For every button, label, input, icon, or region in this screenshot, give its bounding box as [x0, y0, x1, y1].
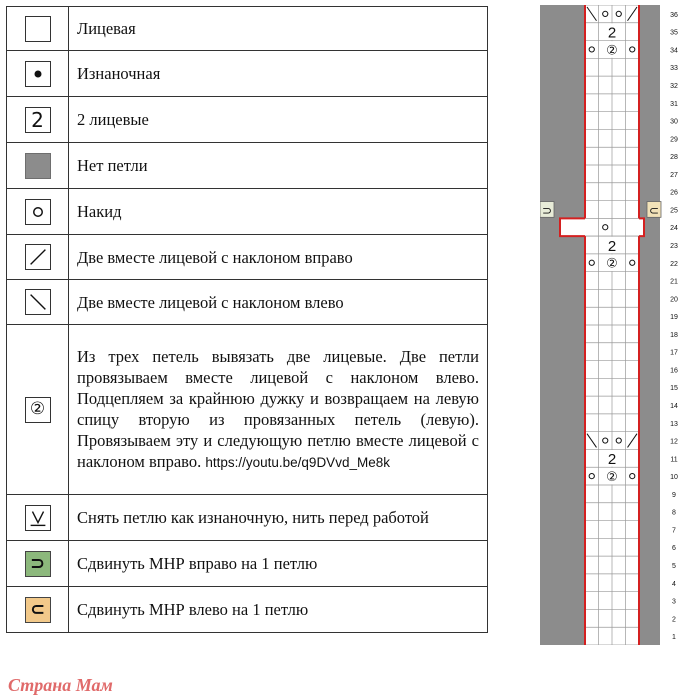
legend-row: [7, 235, 488, 280]
legend-text: 2 лицевые: [77, 110, 149, 129]
legend-row: [7, 325, 488, 495]
row-number: 30: [670, 118, 678, 126]
row-number: 28: [670, 154, 678, 162]
row-number: 21: [670, 278, 678, 286]
legend-row: [7, 541, 488, 587]
legend-row: [7, 97, 488, 143]
row-number: 31: [670, 100, 678, 108]
row-number: 23: [670, 243, 678, 250]
row-number: 7: [672, 527, 676, 535]
row-number: 27: [670, 171, 678, 179]
two-knit-glyph: 2: [607, 451, 617, 469]
row-number: 5: [672, 563, 676, 570]
legend-text: Нет петли: [77, 156, 148, 175]
legend-row: [7, 51, 488, 97]
row-number: 26: [670, 189, 678, 197]
digit2-icon: 2: [25, 107, 51, 133]
row-number: 19: [670, 314, 678, 322]
row-number: 1: [672, 634, 676, 642]
legend-text: Сдвинуть МНР влево на 1 петлю: [77, 600, 309, 619]
two-knit-glyph: 2: [607, 24, 617, 42]
wide-row: [560, 218, 644, 236]
row-number: 2: [672, 616, 676, 624]
legend-text: Изнаночная: [77, 64, 161, 83]
legend-text: Накид: [77, 202, 122, 221]
row-number: 8: [672, 509, 676, 517]
row-number: 14: [670, 403, 678, 410]
yarn-over-icon: [25, 199, 51, 225]
row-number: 34: [670, 47, 678, 55]
circled-2-icon: ②: [25, 397, 51, 423]
row-number: 15: [670, 385, 678, 393]
marker-glyph: ⊃: [541, 203, 553, 218]
no-stitch-icon: [25, 153, 51, 179]
row-number: 24: [670, 225, 678, 233]
row-number: 29: [670, 136, 678, 144]
dot-icon: [25, 61, 51, 87]
row-number: 6: [672, 545, 676, 553]
row-number: 33: [670, 65, 678, 73]
knitting-chart: [540, 5, 690, 645]
row-number: 4: [672, 580, 676, 588]
row-number: 18: [670, 331, 678, 339]
row-number: 25: [670, 207, 678, 215]
slash-right-icon: [25, 244, 51, 270]
circled-2-glyph: ②: [606, 255, 618, 271]
legend-text: Сдвинуть МНР вправо на 1 петлю: [77, 554, 318, 573]
move-marker-right-icon: ⊃: [25, 551, 51, 577]
slip-purlwise-icon: [25, 505, 51, 531]
row-number: 11: [670, 456, 678, 464]
slash-left-icon: [25, 289, 51, 315]
legend-table: [6, 6, 488, 633]
watermark: Страна Мам: [8, 675, 113, 695]
row-number: 17: [670, 349, 678, 357]
two-knit-glyph: 2: [607, 237, 617, 255]
legend-text: Снять петлю как изнаночную, нить перед работой: [77, 508, 429, 527]
row-number: 20: [670, 296, 678, 304]
legend-text: Две вместе лицевой с наклоном влево: [77, 292, 344, 312]
legend-text: Лицевая: [77, 19, 136, 38]
legend-row: [7, 189, 488, 235]
row-number: 32: [670, 83, 678, 90]
legend-row: [7, 143, 488, 189]
circled-2-glyph: ②: [606, 42, 618, 58]
row-number: 12: [670, 438, 678, 446]
video-link[interactable]: https://youtu.be/q9DVvd_Me8k: [205, 455, 390, 470]
row-number: 22: [670, 260, 678, 268]
legend-row: [7, 280, 488, 325]
row-number: 9: [672, 491, 676, 499]
legend-text: Из трех петель вывязать две лицевые. Две петли провязываем вместе лицевой с наклоном влево. Подцепляем за крайнюю дужку и возвращаем на левую спицу вторую из провязанных петель (левую). Провязываем эту и следующую петлю вместе лицевой с наклоном вправо.: [77, 347, 479, 471]
legend-row: [7, 587, 488, 633]
row-number: 3: [672, 598, 676, 606]
marker-glyph: ⊂: [648, 203, 660, 218]
row-number: 35: [670, 29, 678, 37]
legend-row: [7, 495, 488, 541]
row-number: 13: [670, 420, 678, 428]
legend-text: Две вместе лицевой с наклоном вправо: [77, 247, 353, 267]
legend-row: [7, 7, 488, 51]
row-number: 10: [670, 474, 678, 482]
circled-2-glyph: ②: [606, 469, 618, 484]
blank-icon: [25, 16, 51, 42]
row-number: 36: [670, 11, 678, 19]
move-marker-left-icon: ⊂: [25, 597, 51, 623]
row-number: 16: [670, 367, 678, 375]
